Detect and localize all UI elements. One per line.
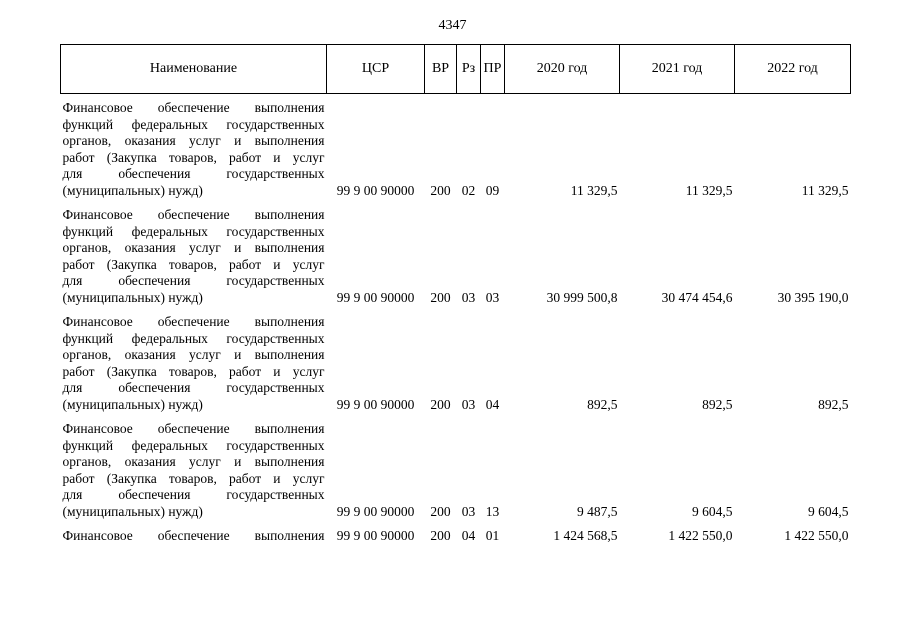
table-row [61,94,851,200]
row-vr: 200 [430,182,451,198]
row-csr: 99 9 00 90000 [336,182,415,198]
row-2021: 892,5 [702,396,733,412]
table-row [61,314,851,413]
header-rz: Рз [457,45,481,94]
header-csr: ЦСР [327,45,425,94]
row-2022: 11 329,5 [801,182,849,198]
row-csr: 99 9 00 90000 [336,528,415,543]
row-rz: 04 [461,528,476,543]
row-2021: 1 422 550,0 [668,528,733,543]
row-rz: 02 [461,182,476,198]
table-row [61,207,851,306]
row-2022: 892,5 [818,396,849,412]
row-vr: 200 [430,396,451,412]
row-pr: 04 [485,396,500,412]
row-pr: 03 [485,289,500,305]
row-2020: 30 999 500,8 [546,289,618,305]
header-vr: ВР [425,45,457,94]
header-pr: ПР [481,45,505,94]
row-2020: 9 487,5 [577,503,618,519]
row-vr: 200 [430,528,451,543]
table-row [61,421,851,520]
row-name: Финансовое обеспечение выполнения [62,528,325,543]
row-2021: 11 329,5 [685,182,733,198]
row-vr: 200 [430,503,451,519]
header-2020: 2020 год [505,45,620,94]
table-header-row [61,45,851,94]
row-2022: 1 422 550,0 [784,528,849,543]
row-pr: 13 [485,503,500,519]
row-rz: 03 [461,503,476,519]
row-vr: 200 [430,289,451,305]
row-name: Финансовое обеспечение выполнения функций федеральных государственных органов, оказания услуг и выполнения работ (Закупка товаров, работ и услуг для обеспечения государственных (муниципальных) нужд) [62,421,325,519]
row-2022: 9 604,5 [808,503,849,519]
row-pr: 01 [485,528,500,543]
row-name: Финансовое обеспечение выполнения функций федеральных государственных органов, оказания услуг и выполнения работ (Закупка товаров, работ и услуг для обеспечения государственных (муниципальных) нужд) [62,314,325,412]
row-name: Финансовое обеспечение выполнения функций федеральных государственных органов, оказания услуг и выполнения работ (Закупка товаров, работ и услуг для обеспечения государственных (муниципальных) нужд) [62,100,325,198]
row-rz: 03 [461,396,476,412]
header-2022: 2022 год [735,45,851,94]
header-2021: 2021 год [620,45,735,94]
row-pr: 09 [485,182,500,198]
budget-table [60,44,851,545]
row-2021: 9 604,5 [692,503,733,519]
row-2020: 892,5 [587,396,618,412]
row-2020: 11 329,5 [570,182,618,198]
row-csr: 99 9 00 90000 [336,503,415,519]
row-rz: 03 [461,289,476,305]
table-row [61,528,851,545]
header-name: Наименование [61,45,327,94]
row-name: Финансовое обеспечение выполнения функций федеральных государственных органов, оказания услуг и выполнения работ (Закупка товаров, работ и услуг для обеспечения государственных (муниципальных) нужд) [62,207,325,305]
row-2021: 30 474 454,6 [661,289,733,305]
page-number: 4347 [438,18,467,33]
row-2022: 30 395 190,0 [777,289,849,305]
row-csr: 99 9 00 90000 [336,396,415,412]
row-2020: 1 424 568,5 [553,528,618,543]
row-csr: 99 9 00 90000 [336,289,415,305]
